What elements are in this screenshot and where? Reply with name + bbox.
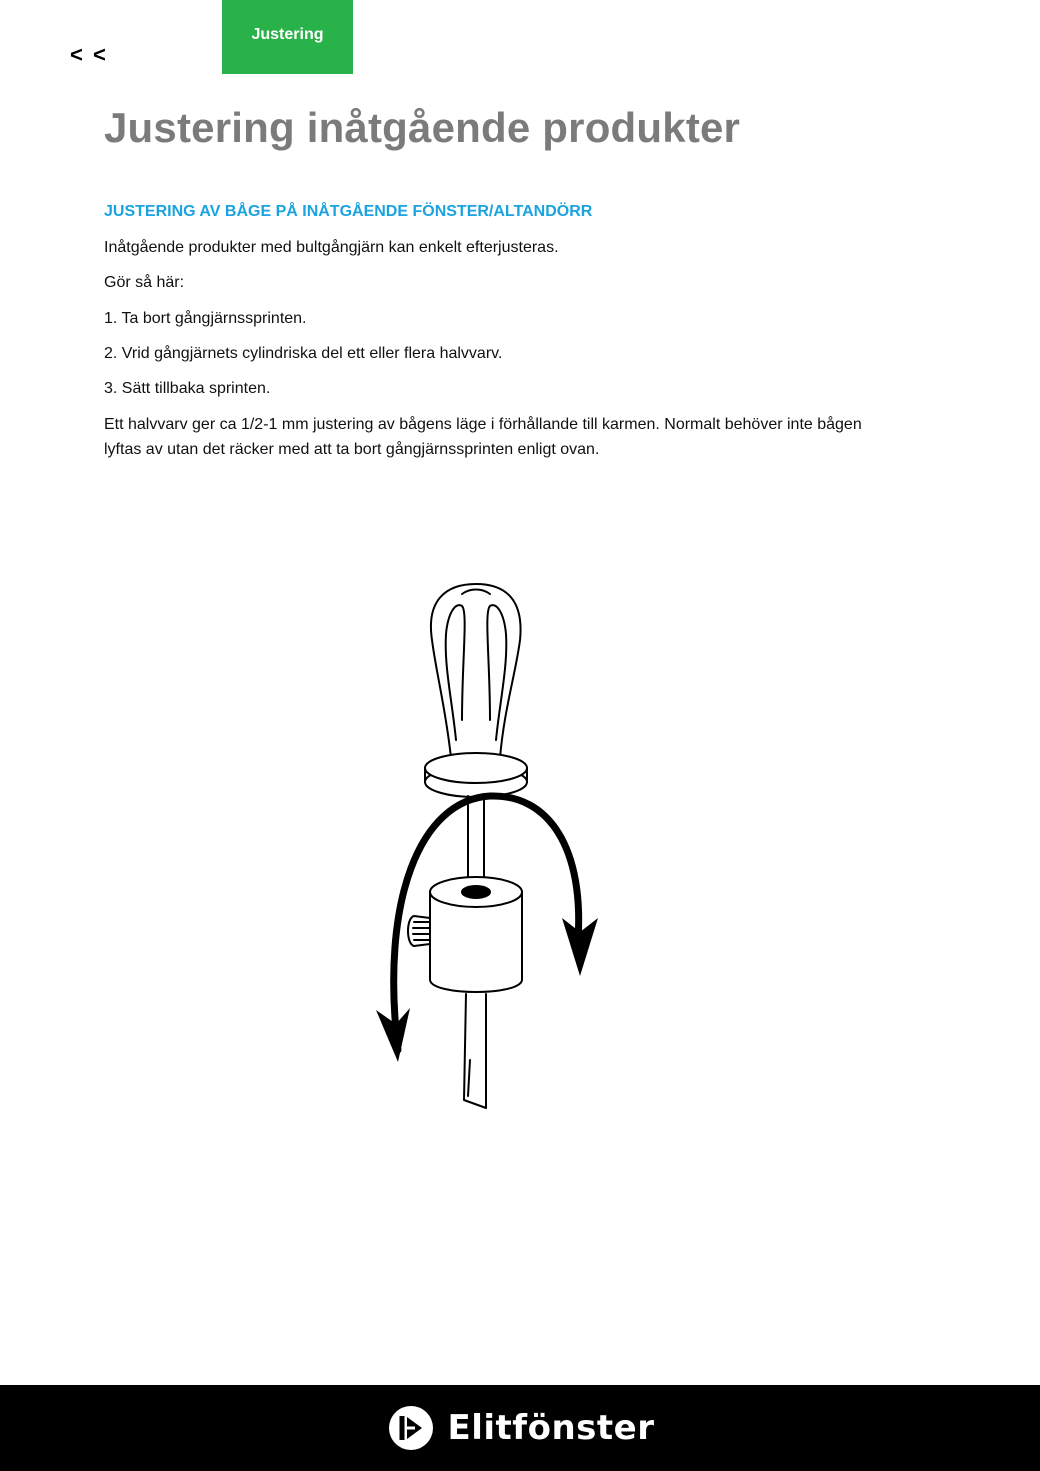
howto-text: Gör så här: — [104, 274, 185, 291]
tab-label: Justering — [251, 26, 324, 43]
note-text: Ett halvvarv ger ca 1/2-1 mm justering av bågens läge i förhållande till karmen. Normalt behöver inte bågen lyftas av utan det räcker med att ta bort gångjärnssprinten enligt ovan. — [104, 416, 862, 458]
step-1: 1. Ta bort gångjärnssprinten. — [104, 310, 307, 327]
elitfonster-logo-icon — [386, 1403, 436, 1453]
brand-name: Elitfönster — [447, 1408, 655, 1448]
footer — [0, 1385, 1040, 1471]
tab-justering[interactable] — [222, 0, 353, 74]
intro-text: Inåtgående produkter med bultgångjärn kan enkelt efterjusteras. — [104, 239, 559, 256]
step-2: 2. Vrid gångjärnets cylindriska del ett eller flera halvvarv. — [104, 345, 503, 362]
page-title: Justering inåtgående produkter — [104, 104, 741, 151]
back-link[interactable]: < < — [70, 42, 108, 67]
step-3: 3. Sätt tillbaka sprinten. — [104, 380, 271, 397]
section-heading: JUSTERING AV BÅGE PÅ INÅTGÅENDE FÖNSTER/ALTANDÖRR — [104, 203, 593, 220]
brand-logo — [386, 1403, 655, 1453]
screwdriver-rotation-illustration — [350, 560, 650, 1130]
